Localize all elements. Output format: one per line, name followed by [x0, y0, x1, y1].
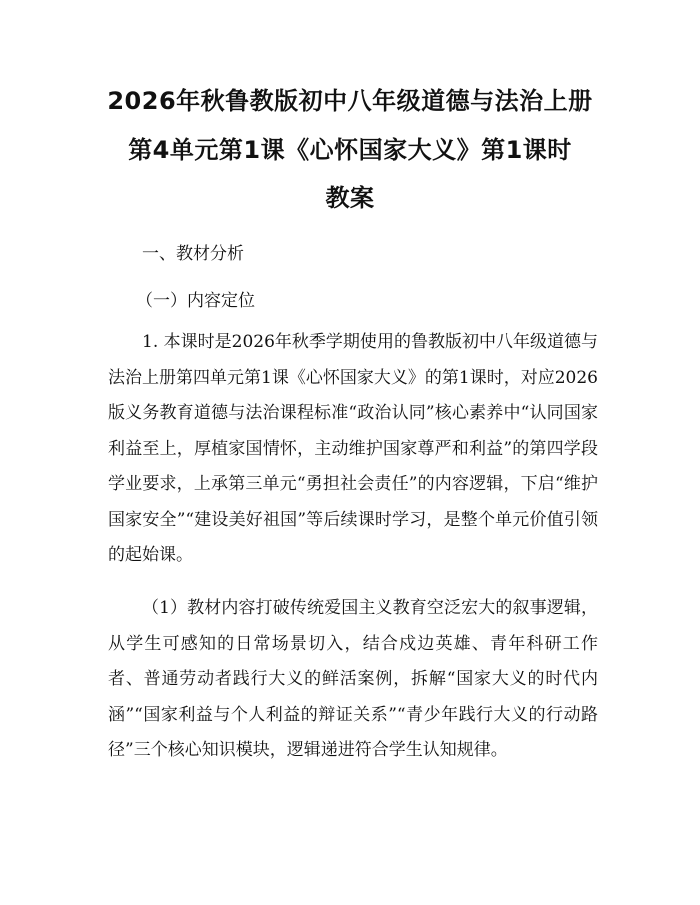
title-line-3: 教案 — [325, 184, 375, 212]
section-heading: 一、教材分析 — [142, 244, 244, 264]
paragraph-content-positioning: 1. 本课时是2026年秋季学期使用的鲁教版初中八年级道德与法治上册第四单元第1课《心怀国家大义》的第1课时，对应2026版义务教育道德与法治课程标准“政治认同”核心素养中“认同国家利益至上，厚植家国情怀，主动维护国家尊严和利益”的第四学段学业要求，上承第三单元“勇担社会责任”的内容逻辑，下启“维护国家安全”“建设美好祖国”等后续课时学习，是整个单元价值引领的起始课。 — [108, 332, 598, 565]
title-line-1: 2026年秋鲁教版初中八年级道德与法治上册 — [107, 87, 593, 115]
title-line-2: 第4单元第1课《心怀国家大义》第1课时 — [128, 136, 572, 164]
paragraph-textbook-content: （1）教材内容打破传统爱国主义教育空泛宏大的叙事逻辑，从学生可感知的日常场景切入，结合戍边英雄、青年科研工作者、普通劳动者践行大义的鲜活案例，拆解“国家大义的时代内涵”“国家利益与个人利益的辩证关系”“青少年践行大义的行动路径”三个核心知识模块，逻辑递进符合学生认知规律。 — [108, 598, 598, 760]
subsection-heading: （一）内容定位 — [136, 291, 255, 311]
